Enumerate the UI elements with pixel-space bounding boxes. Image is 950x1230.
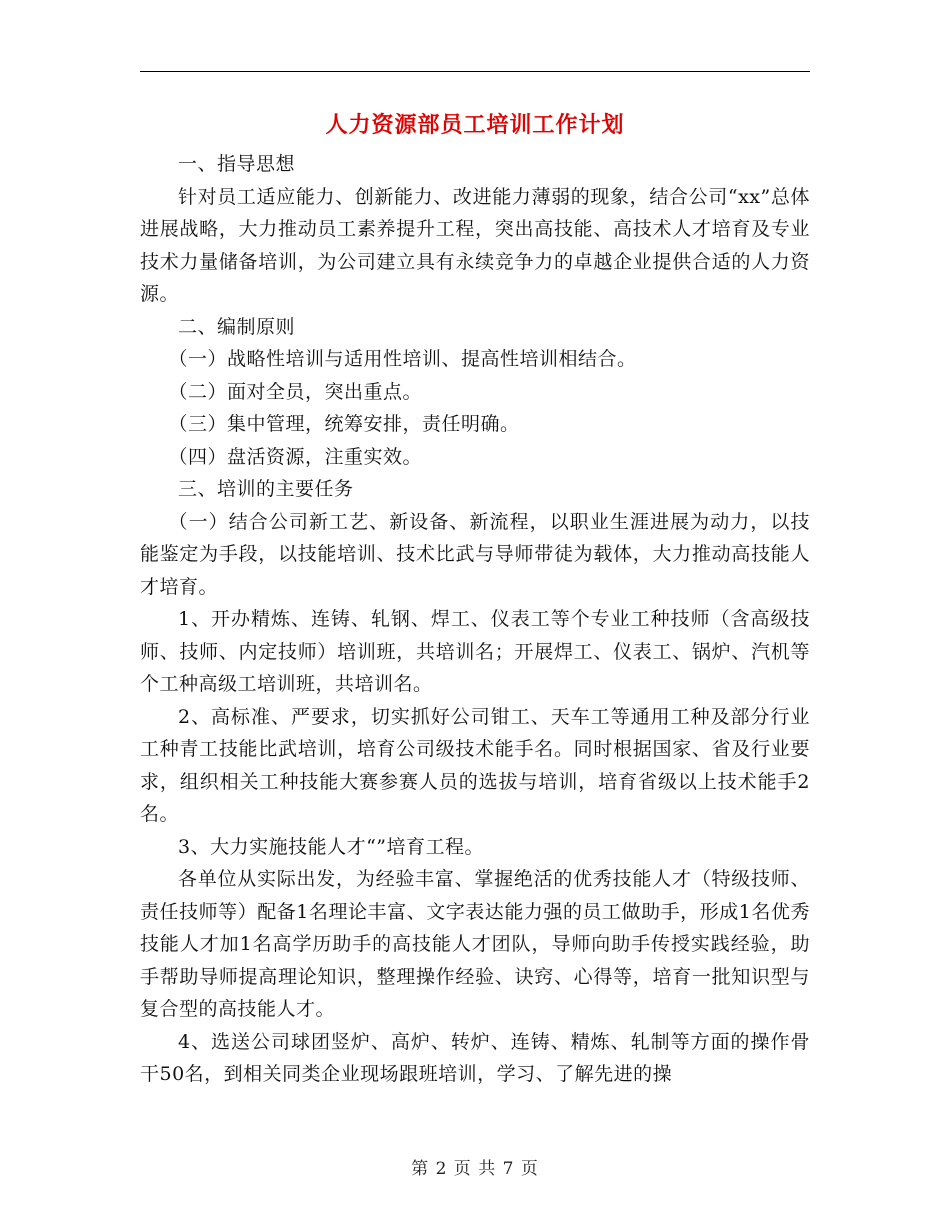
page-number-footer: 第 2 页 共 7 页 [411,1159,539,1179]
task-item-4: 4、选送公司球团竖炉、高炉、转炉、连铸、精炼、轧制等方面的操作骨干50名，到相关同类企业现场跟班培训，学习、了解先进的操 [140,1030,810,1085]
header-rule [140,71,810,72]
document-body [140,148,810,1091]
section-heading-guiding-ideology: 一、指导思想 [178,153,296,175]
section-heading-principles: 二、编制原则 [178,315,296,338]
paragraph-guiding-ideology: 针对员工适应能力、创新能力、改进能力薄弱的现象，结合公司“xx”总体进展战略，大力推动员工素养提升工程，突出高技能、高技术人才培育及专业技术力量储备培训，为公司建立具有永续竞争力的卓越企业提供合适的人力资源。 [140,185,810,305]
task-item-3-detail: 各单位从实际出发，为经验丰富、掌握绝活的优秀技能人才（特级技师、责任技师等）配备1名理论丰富、文字表达能力强的员工做助手，形成1名优秀技能人才加1名高学历助手的高技能人才团队，导师向助手传授实践经验，助手帮助导师提高理论知识，整理操作经验、诀窍、心得等，培育一批知识型与复合型的高技能人才。 [140,868,810,1020]
principle-item-2: （二）面对全员，突出重点。 [168,380,423,403]
task-item-3: 3、大力实施技能人才“”培育工程。 [178,835,485,858]
task-item-2: 2、高标准、严要求，切实抓好公司钳工、天车工等通用工种及部分行业工种青工技能比武培训，培育公司级技术能手名。同时根据国家、省及行业要求，组织相关工种技能大赛参赛人员的选拔与培训，培育省级以上技术能手2名。 [140,705,810,825]
section-heading-main-tasks: 三、培训的主要任务 [178,478,354,500]
task-item-1: 1、开办精炼、连铸、轧钢、焊工、仪表工等个专业工种技师（含高级技师、技师、内定技师）培训班，共培训名；开展焊工、仪表工、锅炉、汽机等个工种高级工培训班，共培训名。 [140,608,810,695]
principle-item-4: （四）盘活资源，注重实效。 [168,445,423,468]
document-title: 人力资源部员工培训工作计划 [325,113,625,138]
principle-item-3: （三）集中管理，统筹安排，责任明确。 [168,413,520,435]
principle-item-1: （一）战略性培训与适用性培训、提高性培训相结合。 [168,348,637,370]
task-intro-paragraph: （一）结合公司新工艺、新设备、新流程，以职业生涯进展为动力，以技能鉴定为手段，以技能培训、技术比武与导师带徒为载体，大力推动高技能人才培育。 [140,510,810,598]
